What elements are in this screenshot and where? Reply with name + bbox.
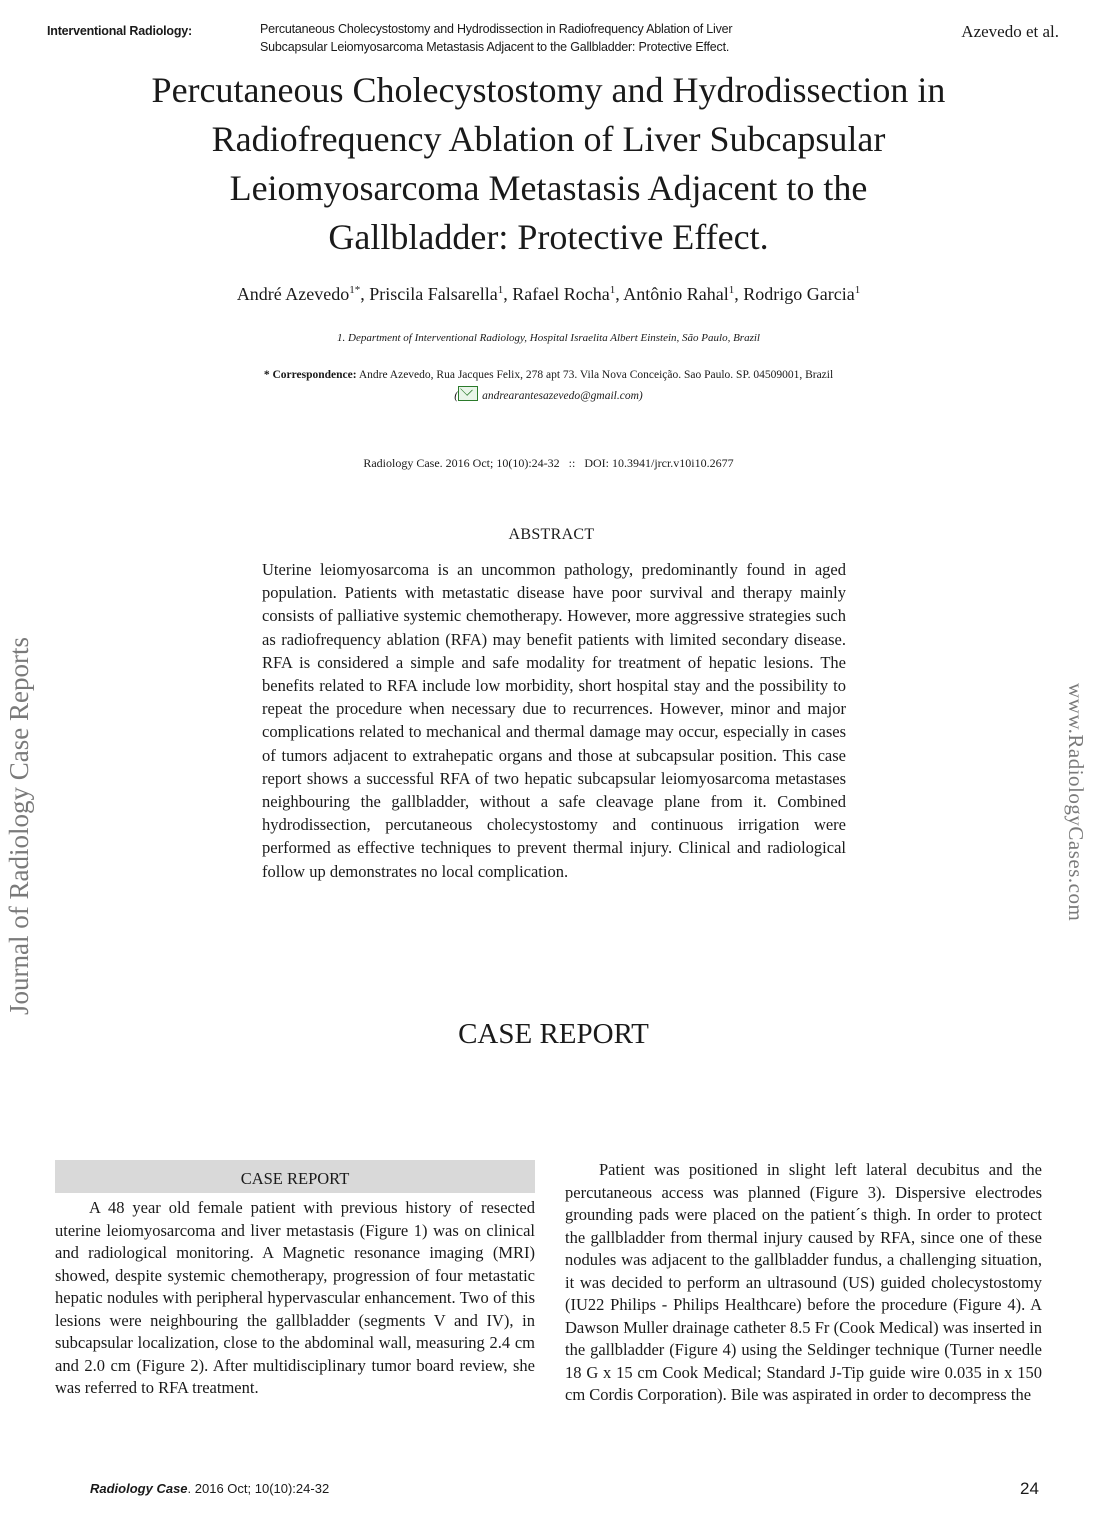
running-header-authors: Azevedo et al. (961, 22, 1059, 41)
author-name: Rafael Rocha (512, 284, 610, 304)
author-name: André Azevedo (236, 284, 350, 304)
author-name: Priscila Falsarella (369, 284, 498, 304)
running-header-title (260, 20, 860, 56)
page-number: 24 (1020, 1479, 1039, 1498)
correspondence (0, 369, 1097, 381)
author-name: Antônio Rahal (623, 284, 729, 304)
correspondence-email-line (0, 386, 1097, 402)
left-column (55, 1160, 535, 1400)
author-affiliation-mark: 1 (609, 284, 616, 296)
author-list (0, 284, 1097, 305)
article-title-line: Gallbladder: Protective Effect. (328, 217, 769, 257)
right-column (565, 1159, 1042, 1407)
section-heading-case-report: CASE REPORT (55, 1160, 535, 1193)
article-title (60, 66, 1037, 262)
running-header-journal: Interventional Radiology: (47, 24, 193, 38)
affiliation: 1. Department of Interventional Radiology, Hospital Israelita Albert Einstein, São Paulo, Brazil (337, 332, 760, 344)
running-header-title-line: Percutaneous Cholecystostomy and Hydrodissection in Radiofrequency Ablation of Liver (260, 22, 733, 36)
article-title-line: Percutaneous Cholecystostomy and Hydrodissection in (151, 70, 946, 110)
procedure-paragraph: Patient was positioned in slight left lateral decubitus and the percutaneous access was planned (Figure 3). Dispersive electrodes grounding pads were placed on the patient´s thigh. In order to protect the gallbladder from thermal injury caused by RFA, since one of these nodules was adjacent to the gallbladder fundus, a challenging situation, it was decided to perform an ultrasound (US) guided cholecystostomy (IU22 Philips - Philips Healthcare) before the procedure (Figure 4). A Dawson Muller drainage catheter 8.5 Fr (Cook Medical) was inserted in the gallbladder (Figure 4) using the Seldinger technique (Turner needle 18 G x 15 cm Cook Medical; Standard J-Tip guide wire 0.035 in x 150 cm Cordis Corporation). Bile was aspirated in order to decompress the (565, 1160, 1042, 1404)
citation-line: Radiology Case. 2016 Oct; 10(10):24-32 :: DOI: 10.3941/jrcr.v10i10.2677 (363, 456, 734, 470)
email-open-paren: ( (454, 390, 459, 402)
author-name: Rodrigo Garcia (743, 284, 855, 304)
abstract-text: Uterine leiomyosarcoma is an uncommon pathology, predominantly found in aged population. Patients with metastatic disease have poor survival and therapy mainly consists of palliative systemic chemotherapy. However, more aggressive strategies such as radiofrequency ablation (RFA) may benefit patients with limited secondary disease. RFA is considered a simple and safe modality for treatment of hepatic lesions. The benefits related to RFA include low morbidity, short hospital stay and the possibility to repeat the procedure when necessary due to recurrences. However, minor and major complications related to mechanical and thermal damage may occur, especially in cases of tumors adjacent to extrahepatic organs and those at subcapsular position. This case report shows a successful RFA of two hepatic subcapsular leiomyosarcoma metastases neighbouring the gallbladder, without a safe cleavage plane from it. Combined hydrodissection, percutaneous cholecystostomy and continuous irrigation were performed as effective techniques to prevent thermal injury. Clinical and radiological follow up demonstrates no local complication. (262, 560, 846, 881)
author-separator: , (360, 284, 370, 304)
author-separator: , (503, 284, 513, 304)
author-affiliation-mark: 1 (497, 284, 504, 296)
article-title-line: Leiomyosarcoma Metastasis Adjacent to the (229, 168, 868, 208)
running-header-title-line: Subcapsular Leiomyosarcoma Metastasis Adjacent to the Gallbladder: Protective Effect. (260, 40, 730, 54)
author-affiliation-mark: 1* (349, 284, 361, 296)
email-close-paren: ) (638, 390, 643, 402)
author-separator: , (615, 284, 624, 304)
correspondence-address: Andre Azevedo, Rua Jacques Felix, 278 apt 73. Vila Nova Conceição. Sao Paulo. SP. 04509001, Brazil (356, 369, 834, 381)
correspondence-email[interactable]: andrearantesazevedo@gmail.com (482, 390, 639, 402)
correspondence-label: * Correspondence: (263, 369, 357, 381)
side-journal-name: Journal of Radiology Case Reports (4, 637, 34, 1015)
side-website: www.RadiologyCases.com (1064, 683, 1088, 922)
footer-citation (90, 1481, 329, 1496)
footer-journal: Radiology Case (90, 1481, 188, 1496)
abstract-heading: ABSTRACT (508, 526, 595, 543)
case-report-paragraph: A 48 year old female patient with previous history of resected uterine leiomyosarcoma and liver metastasis (Figure 1) was on clinical and radiological monitoring. A Magnetic resonance imaging (MRI) showed, despite systemic chemotherapy, progression of four metastatic hepatic nodules with peripheral hypervascular enhancement. Two of this lesions were neighbouring the gallbladder (segments V and IV), in subcapsular localization, close to the abdominal wall, measuring 2.4 cm and 2.0 cm (Figure 2). After multidisciplinary tumor board review, she was referred to RFA treatment. (55, 1198, 535, 1397)
author-affiliation-mark: 1 (728, 284, 735, 296)
author-affiliation-mark: 1 (854, 284, 861, 296)
case-report-heading: CASE REPORT (458, 1018, 649, 1050)
footer-cite: . 2016 Oct; 10(10):24-32 (187, 1481, 330, 1496)
author-separator: , (734, 284, 744, 304)
article-title-line: Radiofrequency Ablation of Liver Subcapsular (211, 119, 886, 159)
envelope-icon (458, 386, 478, 401)
